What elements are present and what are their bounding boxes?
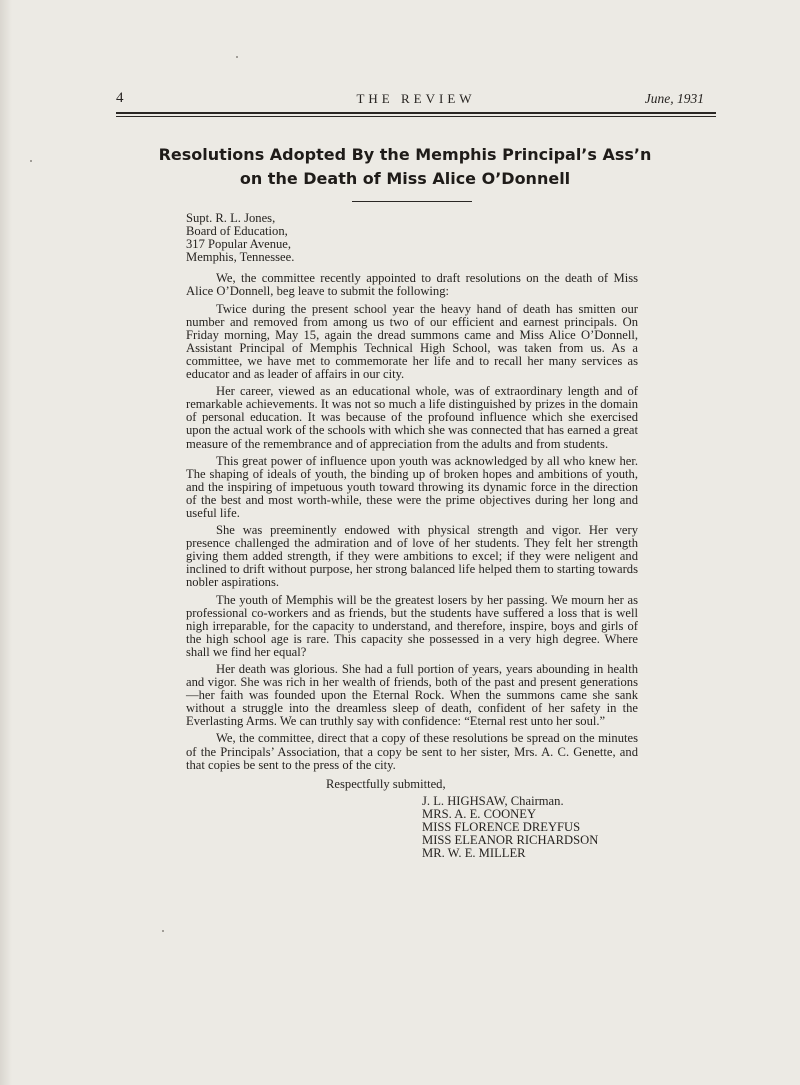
publication-title: THE REVIEW <box>356 91 476 106</box>
closing-line: Respectfully submitted, <box>326 776 446 791</box>
signatory: J. L. HIGHSAW, Chairman. <box>422 793 564 808</box>
paper-speck <box>162 930 164 932</box>
paragraph: She was preeminently endowed with physical strength and vigor. Her very presence challenged the admiration and of love of her students. They felt her strength giving them added strength, if they were ambitions to excel; if they were neligent and inclined to drift without purpose, her strong balanced life helped them to starting towards nobler aspirations. <box>186 523 638 590</box>
page-edge-shadow <box>0 0 12 1085</box>
signatory: MISS FLORENCE DREYFUS <box>422 820 581 835</box>
paragraph: Twice during the present school year the heavy hand of death has smitten our number and removed from among us two of our efficient and earnest principals. On Friday morning, May 15, again the dread summons came and Miss Alice O’Donnell, Assistant Principal of Memphis Technical High School, was taken from us. As a committee, we have met to commemorate her life and to recall her many services as educator and as leader of affairs in our city. <box>186 301 638 382</box>
address-block <box>186 212 638 264</box>
signature-block <box>422 795 638 860</box>
address-line: Supt. R. L. Jones, <box>186 211 276 225</box>
header-rule-thick <box>116 112 716 114</box>
paper-speck <box>236 56 238 58</box>
paragraph: Her career, viewed as an educational whole, was of extraordinary length and of remarkable achievements. It was not so much a life distinguished by prizes in the domain of personal education. It was because of the profound influence which she exercised upon the actual work of the schools with which she was connected that has earned a great measure of the remembrance and of appreciation from the adults and from students. <box>186 384 638 451</box>
paper-speck <box>30 160 32 162</box>
header-rule-thin <box>116 116 716 117</box>
paragraph: Her death was glorious. She had a full portion of years, years abounding in health and vigor. She was rich in her wealth of friends, both of the past and present generations—her faith was founded upon the Eternal Rock. When the summons came she sank without a struggle into the dreamless sleep of death, confident of her safety in the Everlasting Arms. We can truthly say with confidence: “Eternal rest unto her soul.” <box>186 662 638 729</box>
article-body <box>186 212 638 860</box>
paragraph: This great power of influence upon youth was acknowledged by all who knew her. The shaping of ideals of youth, the binding up of broken hopes and ambitions of youth, and the inspiring of impetuous youth toward throwing its dynamic force in the direction of the best and most worth-while, these were the prime objectives during her long and useful life. <box>186 453 638 520</box>
running-header <box>116 88 716 110</box>
page-number: 4 <box>116 90 124 106</box>
address-line: Board of Education, <box>186 224 288 239</box>
title-line-1: Resolutions Adopted By the Memphis Principal’s Ass’n <box>158 145 652 164</box>
article-title <box>140 143 670 191</box>
paragraph: The youth of Memphis will be the greatest losers by her passing. We mourn her as professional co-workers and as friends, but the students have suffered a loss that is well nigh irreparable, for the capacity to understand, and therefore, inspire, boys and girls of the high school age is rare. This capacity she possessed in a very high degree. Where shall we find her equal? <box>186 592 638 659</box>
signatory: MISS ELEANOR RICHARDSON <box>422 833 599 848</box>
signatory: MR. W. E. MILLER <box>422 846 526 861</box>
address-line: 317 Popular Avenue, <box>186 237 292 252</box>
paragraph: We, the committee recently appointed to draft resolutions on the death of Miss Alice O’Donnell, beg leave to submit the following: <box>186 271 638 299</box>
signatory: MRS. A. E. COONEY <box>422 806 537 821</box>
title-divider <box>352 201 472 202</box>
issue-date: June, 1931 <box>644 91 704 106</box>
address-line: Memphis, Tennessee. <box>186 250 295 265</box>
paragraph: We, the committee, direct that a copy of these resolutions be spread on the minutes of the Principals’ Association, that a copy be sent to her sister, Mrs. A. C. Genette, and that copies be sent to the press of the city. <box>186 731 638 772</box>
title-line-2: on the Death of Miss Alice O’Donnell <box>239 169 571 188</box>
